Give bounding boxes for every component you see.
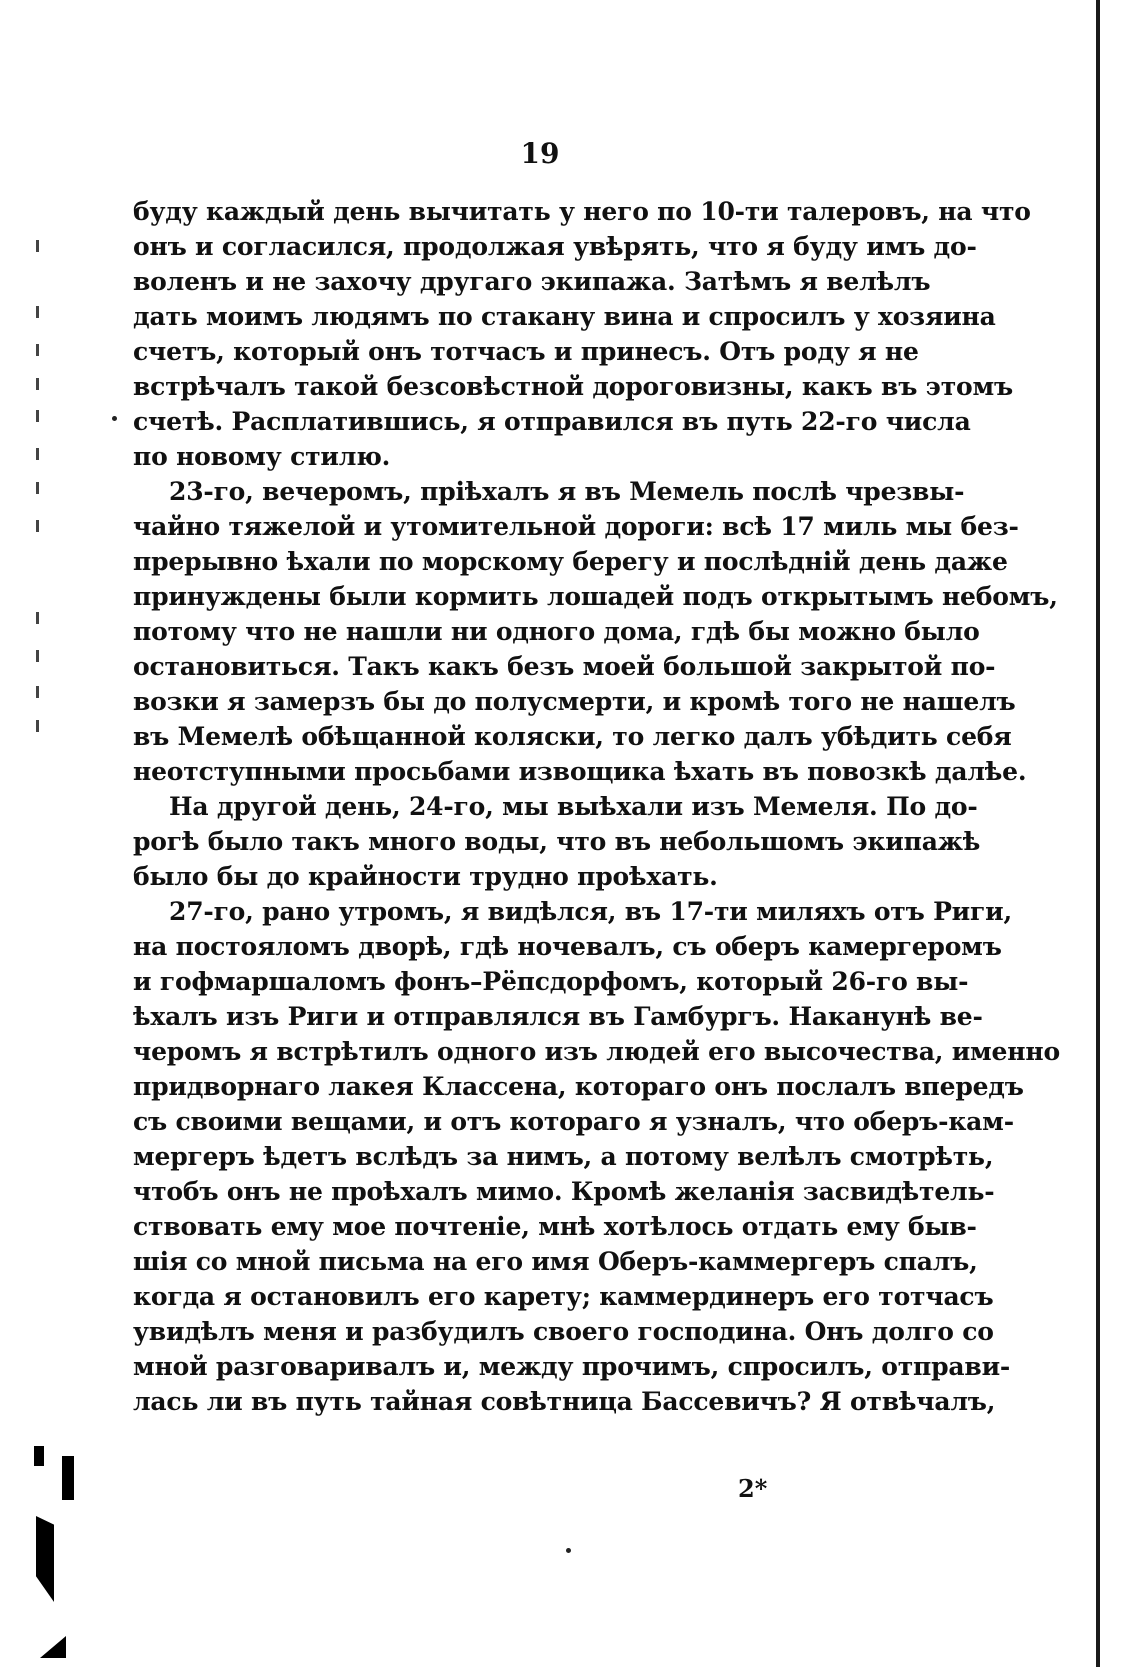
text-line: потому что не нашли ни одного дома, гдѣ бы можно было — [133, 617, 980, 646]
text-line: встрѣчалъ такой безсовѣстной дороговизны, какъ въ этомъ — [133, 372, 1013, 401]
text-line: онъ и согласился, продолжая увѣрять, что я буду имъ до- — [133, 232, 977, 261]
text-line: было бы до крайности трудно проѣхать. — [133, 862, 718, 891]
text-line: лась ли въ путь тайная совѣтница Бассевичъ? Я отвѣчалъ, — [133, 1387, 996, 1416]
text-line: мной разговаривалъ и, между прочимъ, спросилъ, отправи- — [133, 1352, 1011, 1381]
text-line: ствовать ему мое почтеніе, мнѣ хотѣлось отдать ему быв- — [133, 1212, 977, 1241]
text-line: неотступными просьбами извощика ѣхать въ повозкѣ далѣе. — [133, 757, 1027, 786]
body-text — [133, 194, 1060, 1419]
text-line: остановиться. Такъ какъ безъ моей большой закрытой по- — [133, 652, 996, 681]
text-line: увидѣлъ меня и разбудилъ своего господина. Онъ долго со — [133, 1317, 994, 1346]
text-line: чтобъ онъ не проѣхалъ мимо. Кромѣ желанія засвидѣтель- — [133, 1177, 995, 1206]
text-line: возки я замерзъ бы до полусмерти, и кромѣ того не нашелъ — [133, 687, 1016, 716]
text-line: и гофмаршаломъ фонъ–Рёпсдорфомъ, который 26-го вы- — [133, 967, 969, 996]
text-line: ѣхалъ изъ Риги и отправлялся въ Гамбургъ. Наканунѣ ве- — [133, 1002, 983, 1031]
text-line: на постояломъ дворѣ, гдѣ ночевалъ, съ оберъ камергеромъ — [133, 932, 1002, 961]
text-line: дать моимъ людямъ по стакану вина и спросилъ у хозяина — [133, 302, 996, 331]
text-line: придворнаго лакея Классена, котораго онъ послалъ впередъ — [133, 1072, 1024, 1101]
page-number: 19 — [520, 137, 560, 170]
scan-blot — [34, 1446, 44, 1466]
text-line: чайно тяжелой и утомительной дороги: всѣ 17 миль мы без- — [133, 512, 1019, 541]
text-line: воленъ и не захочу другаго экипажа. Затѣмъ я велѣлъ — [133, 267, 931, 296]
text-line: буду каждый день вычитать у него по 10-ти талеровъ, на что — [133, 197, 1031, 226]
scan-blot — [40, 1636, 66, 1658]
text-line: черомъ я встрѣтилъ одного изъ людей его высочества, именно — [133, 1037, 1060, 1066]
scan-edge-line — [1096, 0, 1100, 1667]
text-line: рогѣ было такъ много воды, что въ небольшомъ экипажѣ — [133, 827, 981, 856]
printer-signature: 2* — [738, 1474, 768, 1503]
text-line: принуждены были кормить лошадей подъ открытымъ небомъ, — [133, 582, 1058, 611]
text-line: мергеръ ѣдетъ вслѣдъ за нимъ, а потому велѣлъ смотрѣть, — [133, 1142, 994, 1171]
text-line: въ Мемелѣ обѣщанной коляски, то легко далъ убѣдить себя — [133, 722, 1012, 751]
text-line: съ своими вещами, и отъ котораго я узналъ, что оберъ-кам- — [133, 1107, 1014, 1136]
text-line: по новому стилю. — [133, 442, 391, 471]
text-line: счетѣ. Расплатившись, я отправился въ путь 22-го числа — [133, 407, 971, 436]
text-line: счетъ, который онъ тотчасъ и принесъ. Отъ роду я не — [133, 337, 919, 366]
scan-blot — [36, 1516, 54, 1602]
scan-speck — [566, 1548, 571, 1553]
text-line: когда я остановилъ его карету; каммердинеръ его тотчасъ — [133, 1282, 994, 1311]
text-line: 23-го, вечеромъ, пріѣхалъ я въ Мемель послѣ чрезвы- — [169, 477, 965, 506]
text-line: шія со мной письма на его имя Оберъ-каммергеръ спалъ, — [133, 1247, 978, 1276]
text-line: 27-го, рано утромъ, я видѣлся, въ 17-ти миляхъ отъ Риги, — [169, 897, 1012, 926]
scan-blot — [62, 1456, 74, 1500]
text-line: На другой день, 24-го, мы выѣхали изъ Мемеля. По до- — [169, 792, 978, 821]
text-line: прерывно ѣхали по морскому берегу и послѣдній день даже — [133, 547, 1008, 576]
scan-speck — [112, 416, 117, 421]
